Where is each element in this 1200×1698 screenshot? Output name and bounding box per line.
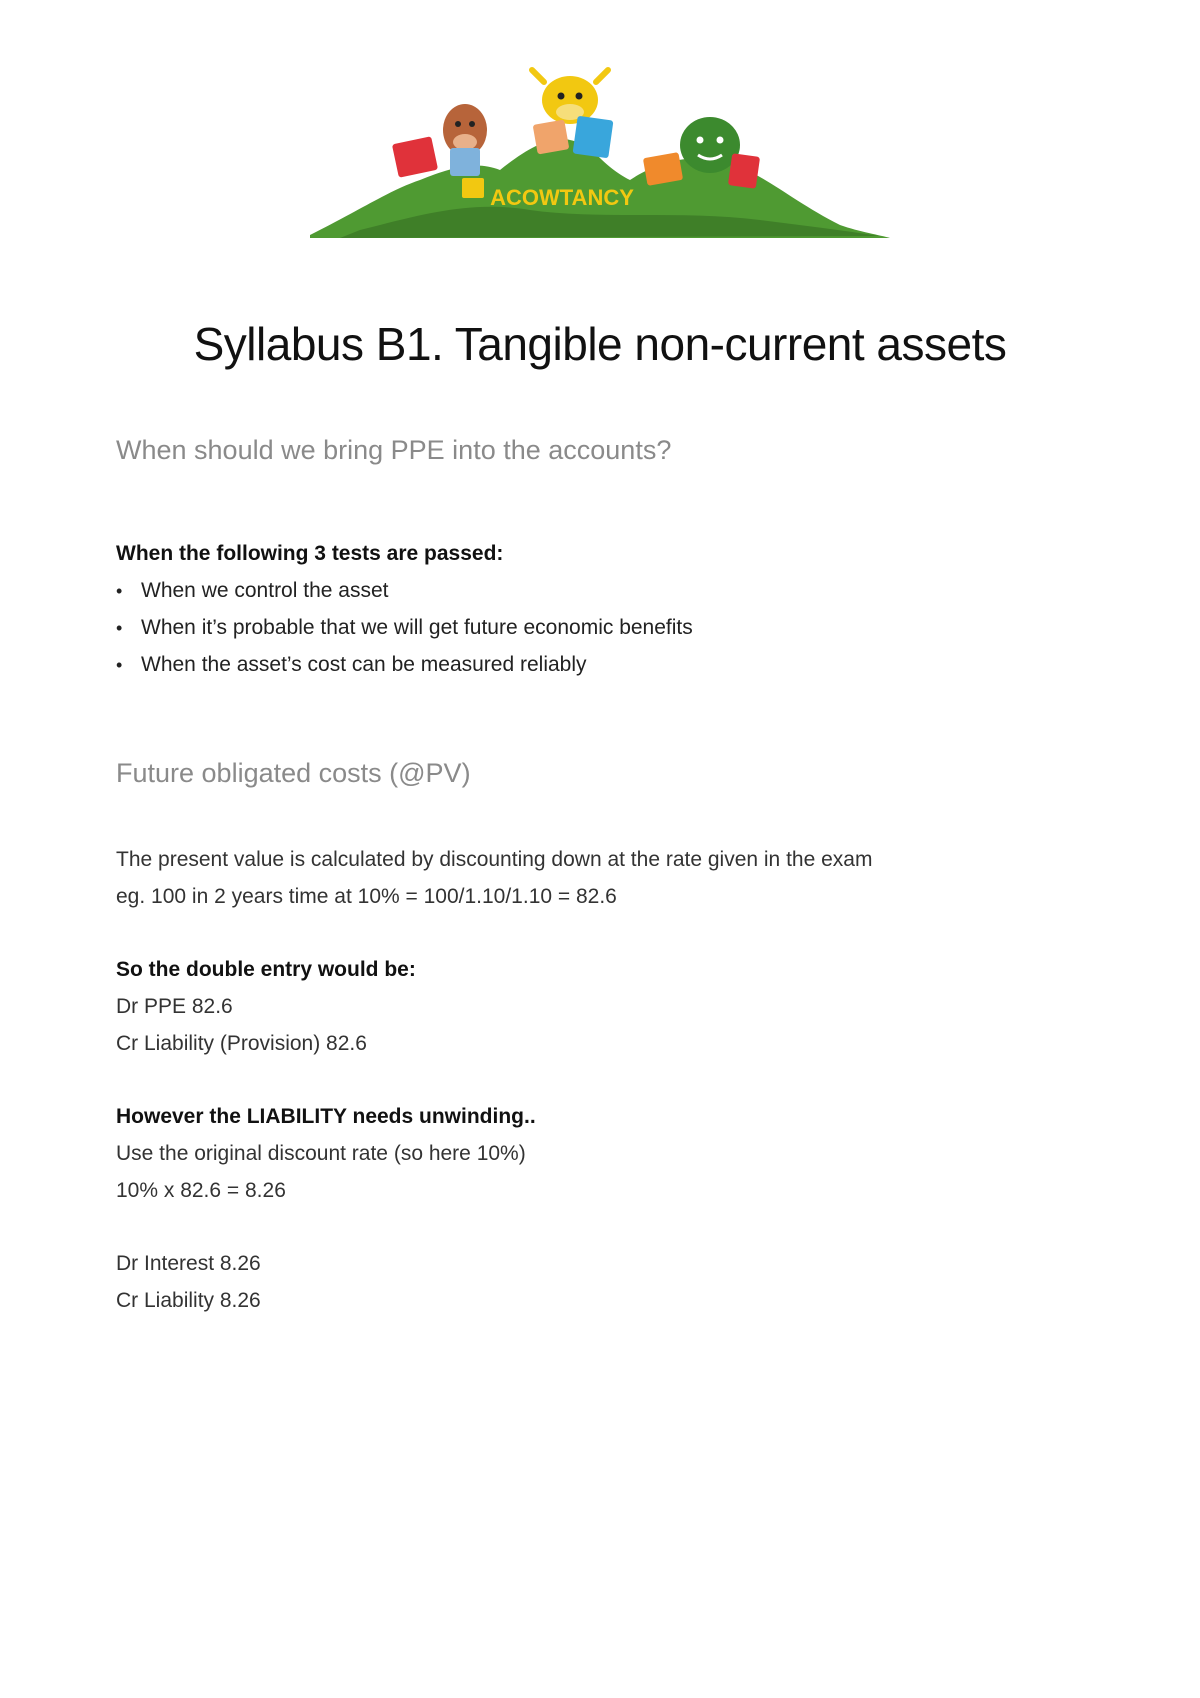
section-heading-future-costs: Future obligated costs (@PV): [116, 758, 471, 788]
list-item: • When the asset’s cost can be measured reliably: [116, 652, 693, 689]
logo-wordmark: ACOWTANCY: [490, 185, 634, 210]
list-item: • When we control the asset: [116, 578, 693, 615]
unwinding-rate: Use the original discount rate (so here 10%): [116, 1142, 526, 1165]
entry-cr-liability-interest: Cr Liability 8.26: [116, 1289, 261, 1312]
red-book-right-icon: [728, 153, 760, 189]
page-title: Syllabus B1. Tangible non-current assets: [193, 318, 1007, 370]
blue-book-icon: [450, 148, 480, 176]
yellow-book-icon: [462, 178, 484, 198]
light-blue-book-icon: [573, 116, 614, 159]
tests-intro: When the following 3 tests are passed:: [116, 542, 504, 565]
list-item: • When it’s probable that we will get future economic benefits: [116, 615, 693, 652]
entry-dr-interest: Dr Interest 8.26: [116, 1252, 261, 1275]
entry-cr-liability: Cr Liability (Provision) 82.6: [116, 1032, 367, 1055]
yellow-cow-icon: [532, 70, 608, 124]
orange-book-icon: [533, 119, 570, 154]
section-heading-ppe: When should we bring PPE into the accounts?: [116, 435, 672, 465]
pv-example: eg. 100 in 2 years time at 10% = 100/1.10/1.10 = 82.6: [116, 885, 617, 908]
unwinding-calc: 10% x 82.6 = 8.26: [116, 1179, 286, 1202]
tests-list: [116, 578, 693, 689]
pv-explanation: The present value is calculated by discounting down at the rate given in the exam: [116, 848, 873, 871]
acowtancy-logo: [300, 60, 900, 250]
double-entry-heading: So the double entry would be:: [116, 958, 416, 981]
red-book-icon: [392, 136, 438, 178]
entry-dr-ppe: Dr PPE 82.6: [116, 995, 233, 1018]
unwinding-heading: However the LIABILITY needs unwinding..: [116, 1105, 536, 1128]
